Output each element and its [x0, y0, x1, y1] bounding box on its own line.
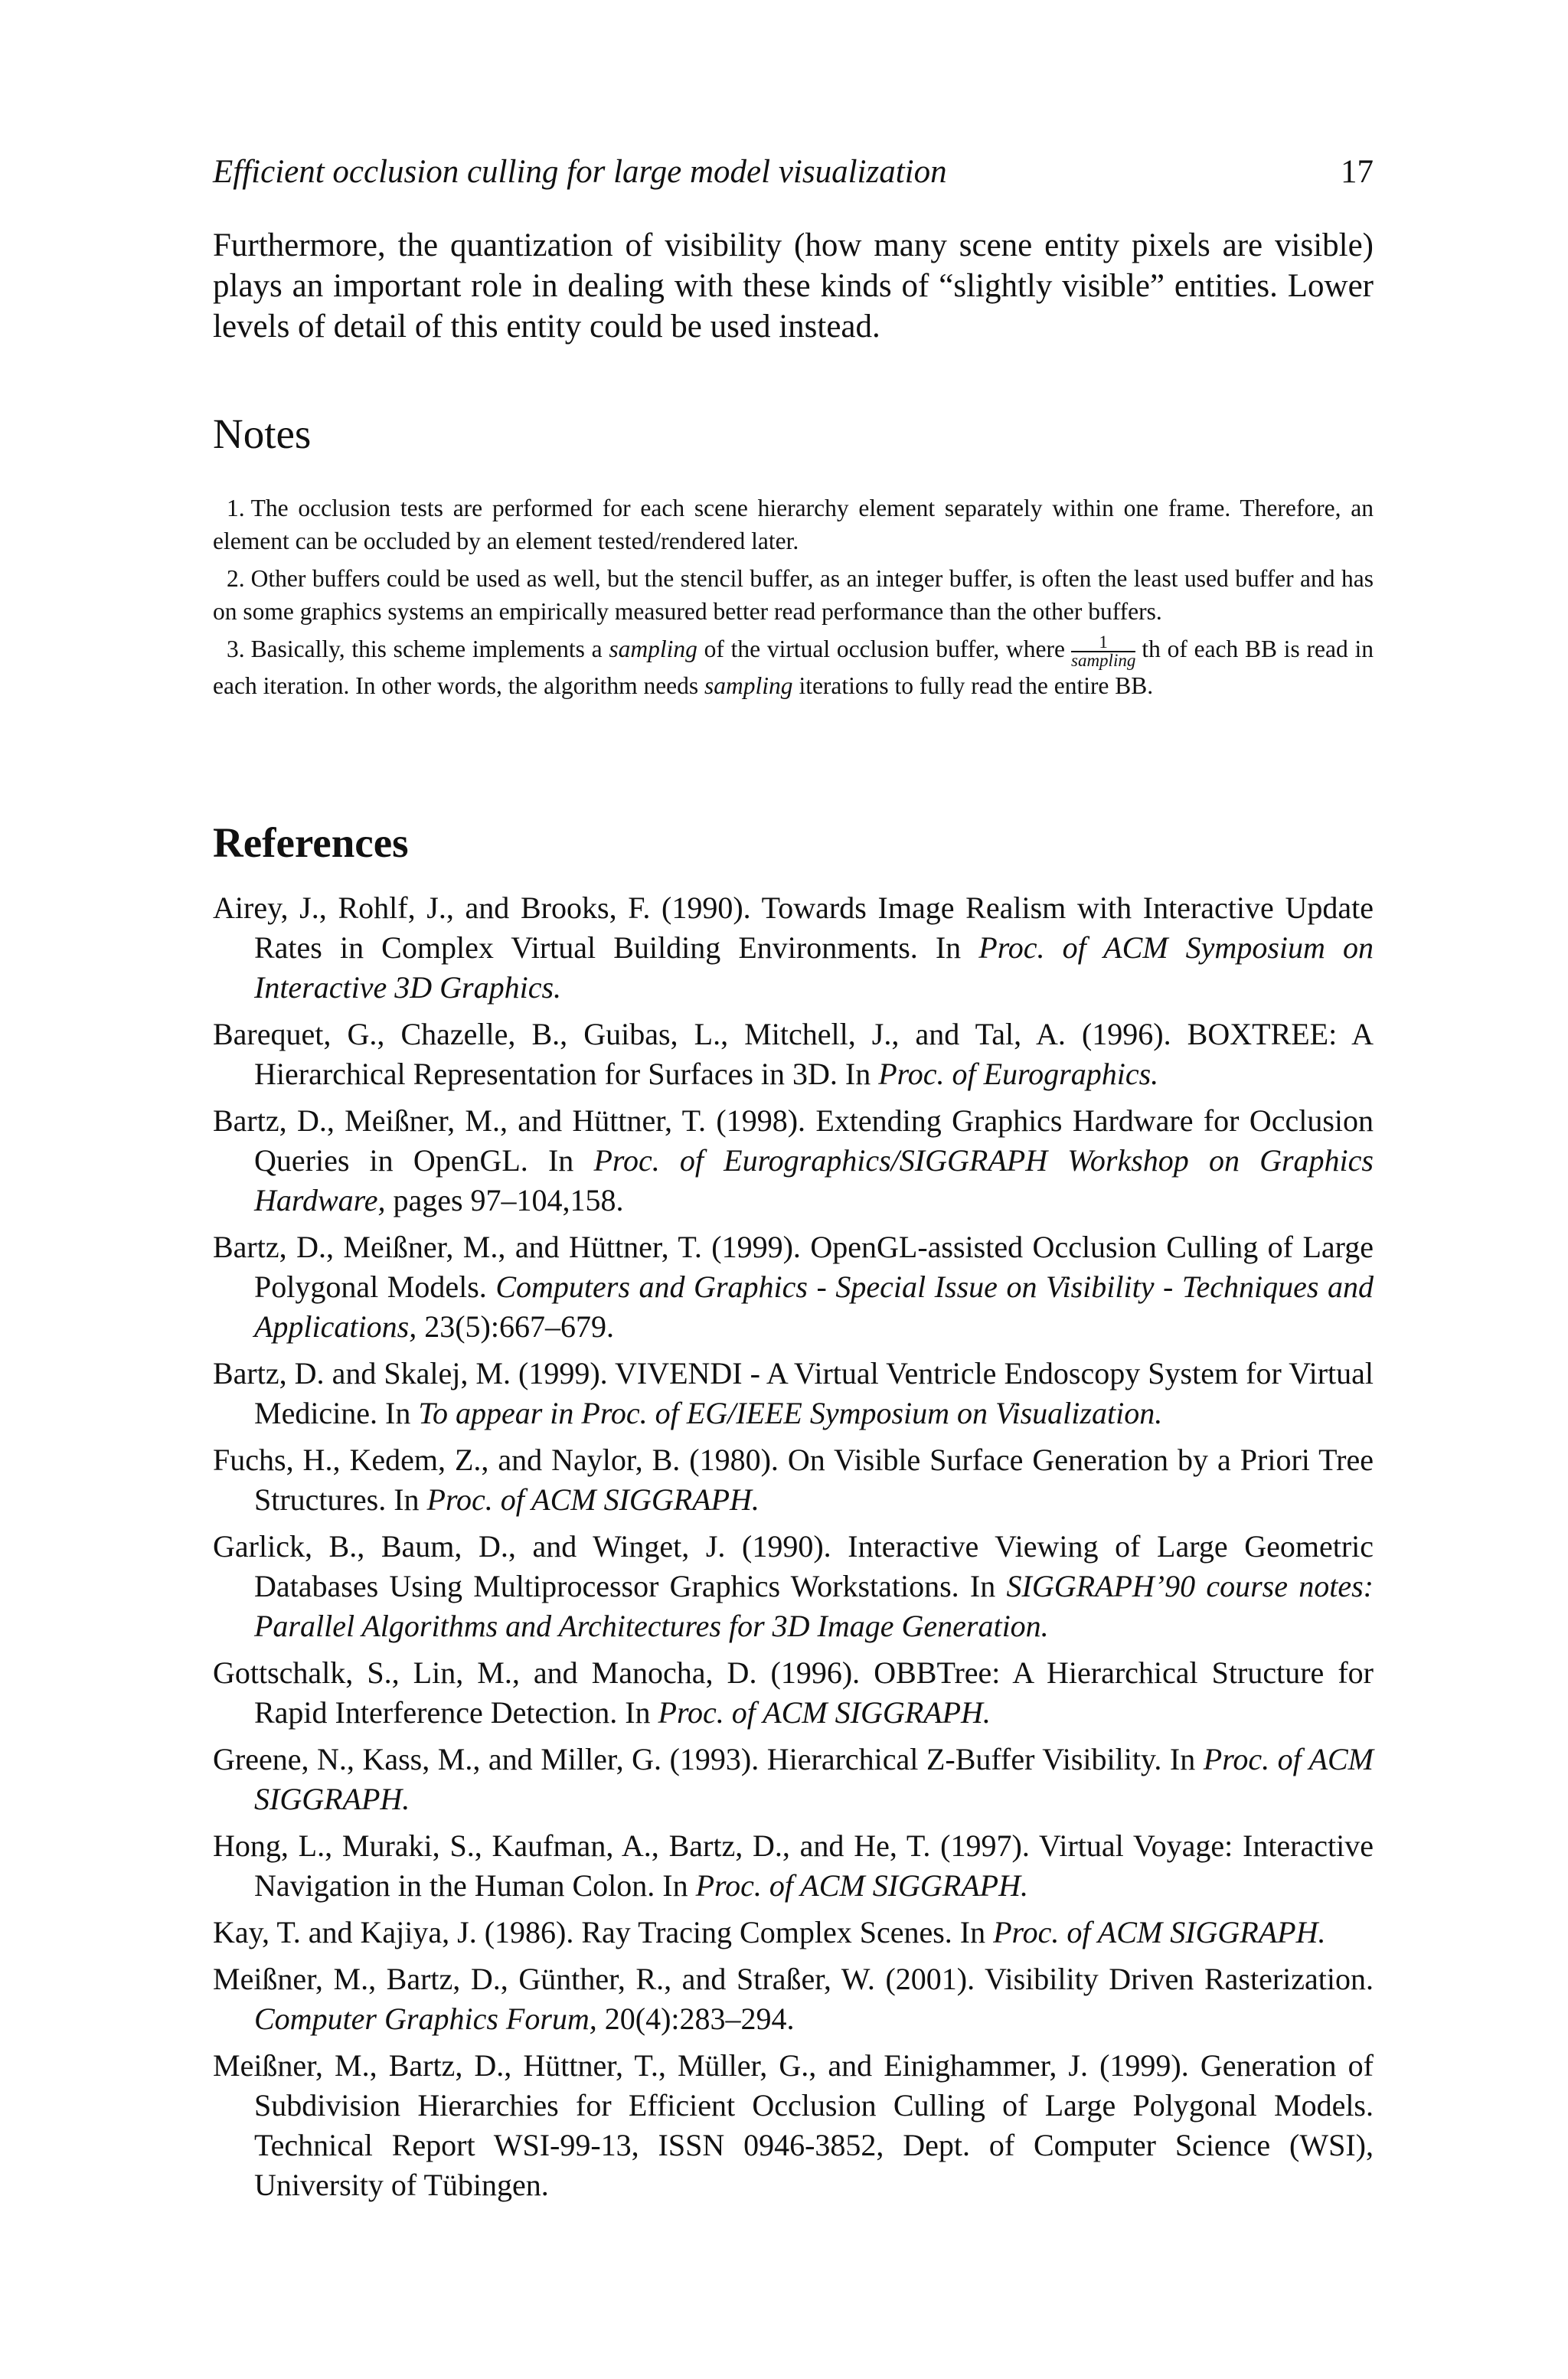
reference-venue: Proc. of ACM SIGGRAPH.	[993, 1915, 1326, 1949]
reference-entry	[213, 1101, 1374, 1221]
reference-text: Meißner, M., Bartz, D., Günther, R., and Straßer, W. (2001). Visibility Driven Rasterization.	[213, 1962, 1374, 1996]
reference-entry	[213, 1354, 1374, 1433]
note-text: iterations to fully read the entire BB.	[799, 672, 1154, 699]
reference-venue: Proc. of Eurographics.	[878, 1057, 1159, 1091]
reference-entry	[213, 1826, 1374, 1906]
references-list	[213, 888, 1374, 2212]
reference-text: Barequet, G., Chazelle, B., Guibas, L., Mitchell, J., and Tal, A. (1996). BOXTREE: A Hierarchical Representation for Surfaces in 3D. In	[213, 1017, 1374, 1091]
reference-text: Airey, J., Rohlf, J., and Brooks, F. (1990). Towards Image Realism with Interactive Update Rates in Complex Virtual Building Environments. In	[213, 890, 1374, 965]
reference-entry	[213, 1740, 1374, 1819]
note-emphasis: sampling	[609, 636, 697, 662]
reference-venue: Proc. of ACM Symposium on Interactive 3D Graphics.	[254, 930, 1374, 1005]
reference-entry	[213, 1959, 1374, 2039]
note-number: 3.	[227, 636, 245, 662]
fraction-numerator: 1	[1071, 634, 1135, 652]
reference-pages: 23(5):667–679.	[416, 1309, 614, 1344]
reference-entry	[213, 1015, 1374, 1094]
reference-entry	[213, 1227, 1374, 1347]
page-number: 17	[1341, 154, 1374, 190]
reference-venue: Computer Graphics Forum,	[254, 2002, 597, 2036]
note-item	[213, 492, 1374, 557]
note-text: Other buffers could be used as well, but the stencil buffer, as an integer buffer, is often the least used buffer and has on some graphics systems an empirically measured better read performance than the other buffers.	[213, 565, 1374, 625]
reference-text: Bartz, D., Meißner, M., and Hüttner, T. (1998). Extending Graphics Hardware for Occlusion Queries in OpenGL. In	[213, 1103, 1374, 1178]
reference-text: Hong, L., Muraki, S., Kaufman, A., Bartz, D., and He, T. (1997). Virtual Voyage: Interactive Navigation in the Human Colon. In	[213, 1828, 1374, 1903]
reference-entry	[213, 1913, 1374, 1953]
reference-entry	[213, 2046, 1374, 2205]
note-text: th of each BB is read in each iteration. In other words, the algorithm needs	[213, 636, 1374, 699]
reference-text: Fuchs, H., Kedem, Z., and Naylor, B. (1980). On Visible Surface Generation by a Priori Tree Structures. In	[213, 1443, 1374, 1517]
reference-text: Greene, N., Kass, M., and Miller, G. (1993). Hierarchical Z-Buffer Visibility. In	[213, 1742, 1204, 1776]
note-text: The occlusion tests are performed for each scene hierarchy element separately within one frame. Therefore, an element can be occluded by an element tested/rendered later.	[213, 495, 1374, 554]
reference-entry	[213, 1527, 1374, 1646]
reference-text: Gottschalk, S., Lin, M., and Manocha, D. (1996). OBBTree: A Hierarchical Structure for Rapid Interference Detection. In	[213, 1655, 1374, 1730]
note-item	[213, 562, 1374, 628]
note-number: 1.	[227, 495, 245, 521]
reference-text: Kay, T. and Kajiya, J. (1986). Ray Tracing Complex Scenes. In	[213, 1915, 994, 1949]
fraction	[1071, 634, 1135, 669]
reference-venue: To appear in Proc. of EG/IEEE Symposium on Visualization.	[418, 1396, 1163, 1430]
reference-venue: Proc. of ACM SIGGRAPH.	[254, 1742, 1374, 1816]
reference-pages: 20(4):283–294.	[596, 2002, 795, 2036]
fraction-denominator: sampling	[1071, 650, 1136, 670]
note-number: 2.	[227, 565, 245, 592]
reference-pages: pages 97–104,158.	[385, 1183, 624, 1217]
reference-entry	[213, 888, 1374, 1008]
note-emphasis: sampling	[704, 672, 793, 699]
reference-venue: Proc. of ACM SIGGRAPH.	[658, 1695, 991, 1730]
reference-text: Bartz, D., Meißner, M., and Hüttner, T. (1999). OpenGL-assisted Occlusion Culling of Large Polygonal Models.	[213, 1230, 1374, 1304]
reference-text: Bartz, D. and Skalej, M. (1999). VIVENDI - A Virtual Ventricle Endoscopy System for Virtual Medicine. In	[213, 1356, 1374, 1430]
running-title: Efficient occlusion culling for large model visualization	[213, 154, 947, 190]
references-heading: References	[213, 819, 409, 866]
reference-text: Garlick, B., Baum, D., and Winget, J. (1990). Interactive Viewing of Large Geometric Databases Using Multiprocessor Graphics Workstations. In	[213, 1529, 1374, 1603]
notes-list	[213, 492, 1374, 707]
note-item	[213, 632, 1374, 702]
note-text: Basically, this scheme implements a	[250, 636, 603, 662]
intro-paragraph: Furthermore, the quantization of visibility (how many scene entity pixels are visible) plays an important role in dealing with these kinds of “slightly visible” entities. Lower levels of detail of this entity could be used instead.	[213, 227, 1374, 345]
reference-venue: SIGGRAPH’90 course notes: Parallel Algorithms and Architectures for 3D Image Generation.	[254, 1569, 1374, 1643]
reference-venue: Proc. of ACM SIGGRAPH.	[695, 1868, 1028, 1903]
note-text: of the virtual occlusion buffer, where	[704, 636, 1065, 662]
notes-heading: Notes	[213, 410, 312, 457]
reference-venue: Proc. of ACM SIGGRAPH.	[426, 1482, 760, 1517]
reference-venue: Proc. of Eurographics/SIGGRAPH Workshop on Graphics Hardware,	[254, 1143, 1374, 1217]
reference-entry	[213, 1440, 1374, 1520]
reference-entry	[213, 1653, 1374, 1733]
reference-text: Meißner, M., Bartz, D., Hüttner, T., Müller, G., and Einighammer, J. (1999). Generation of Subdivision Hierarchies for Efficient Occlusion Culling of Large Polygonal Models. Technical Report WSI-99-13, ISSN 0946-3852, Dept. of Computer Science (WSI), University of Tübingen.	[213, 2048, 1374, 2202]
reference-venue: Computers and Graphics - Special Issue on Visibility - Techniques and Applications,	[254, 1270, 1374, 1344]
